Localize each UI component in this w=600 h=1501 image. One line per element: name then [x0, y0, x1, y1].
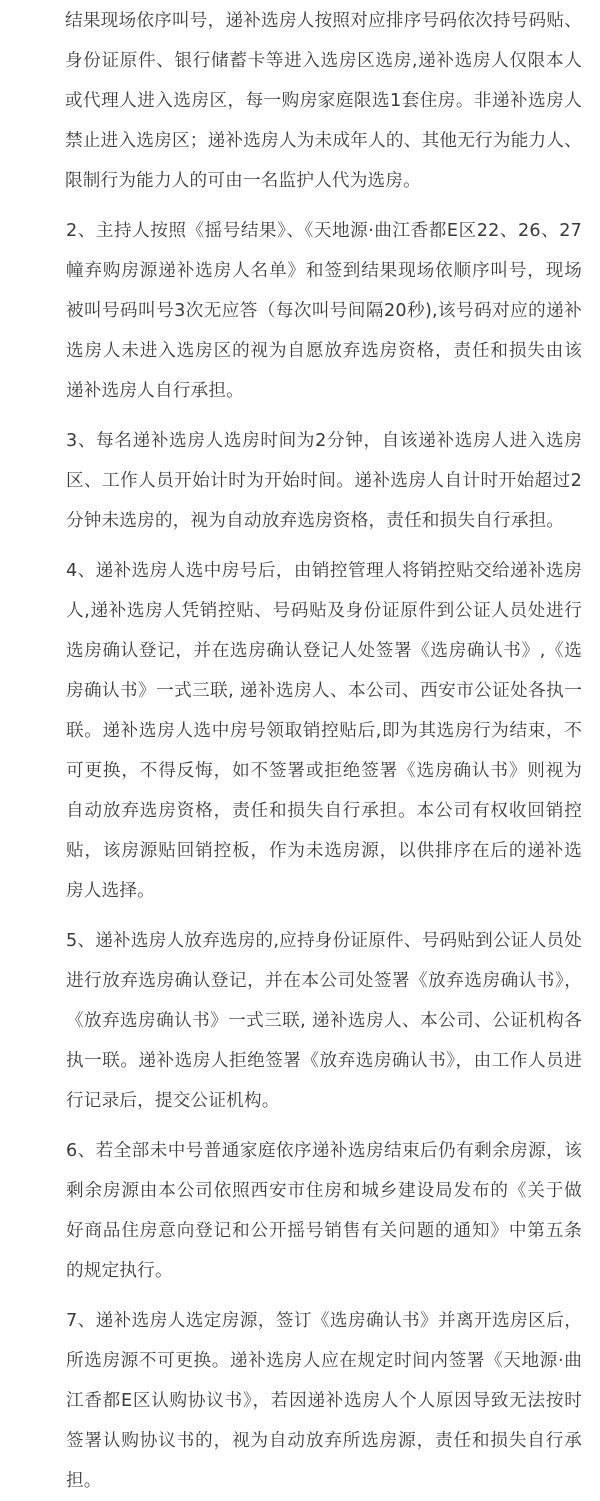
paragraph-item-2: 2、主持人按照《摇号结果》、《天地源·曲江香都E区22、26、27幢弃购房源递补选房人名单》和签到结果现场依顺序叫号，现场被叫号码叫号3次无应答（每次叫号间隔20秒),该号码对应的递补选房人未进入选房区的视为自愿放弃选房资格，责任和损失由该递补选房人自行承担。 [66, 221, 582, 401]
paragraph-item-6: 6、若全部未中号普通家庭依序递补选房结束后仍有剩余房源，该剩余房源由本公司依照西安市住房和城乡建设局发布的《关于做好商品住房意向登记和公开摇号销售有关问题的通知》中第五条的规定执行。 [66, 1141, 582, 1281]
paragraph-continued: 结果现场依序叫号，递补选房人按照对应排序号码依次持号码贴、身份证原件、银行储蓄卡等进入选房区选房,递补选房人仅限本人或代理人进入选房区，每一购房家庭限选1套住房。非递补选房人禁止进入选房区；递补选房人为未成年人的、其他无行为能力人、限制行为能力人的可由一名监护人代为选房。 [65, 11, 582, 191]
paragraph-item-5: 5、递补选房人放弃选房的,应持身份证原件、号码贴到公证人员处进行放弃选房确认登记，并在本公司处签署《放弃选房确认书》，《放弃选房确认书》一式三联, 递补选房人、本公司、公证机构各执一联。递补选房人拒绝签署《放弃选房确认书》，由工作人员进行记录后，提交公证机构。 [66, 931, 582, 1111]
paragraph-item-4: 4、递补选房人选中房号后，由销控管理人将销控贴交给递补选房人,递补选房人凭销控贴、号码贴及身份证原件到公证人员处进行选房确认登记，并在选房确认登记人处签署《选房确认书》,《选房确认书》一式三联, 递补选房人、本公司、西安市公证处各执一联。递补选房人选中房号领取销控贴后,即为其选房行为结束，不可更换，不得反悔，如不签署或拒绝签署《选房确认书》则视为自动放弃选房资格，责任和损失自行承担。本公司有权收回销控贴，该房源贴回销控板，作为未选房源，以供排序在后的递补选房人选择。 [66, 561, 582, 901]
paragraph-item-7: 7、递补选房人选定房源，签订《选房确认书》并离开选房区后，所选房源不可更换。递补选房人应在规定时间内签署《天地源·曲江香都E区认购协议书》，若因递补选房人个人原因导致无法按时签署认购协议书的，视为自动放弃所选房源，责任和损失自行承担。 [66, 1311, 582, 1491]
paragraph-item-3: 3、每名递补选房人选房时间为2分钟，自该递补选房人进入选房区、工作人员开始计时为开始时间。递补选房人自计时开始超过2分钟未选房的，视为自动放弃选房资格，责任和损失自行承担。 [66, 431, 582, 531]
